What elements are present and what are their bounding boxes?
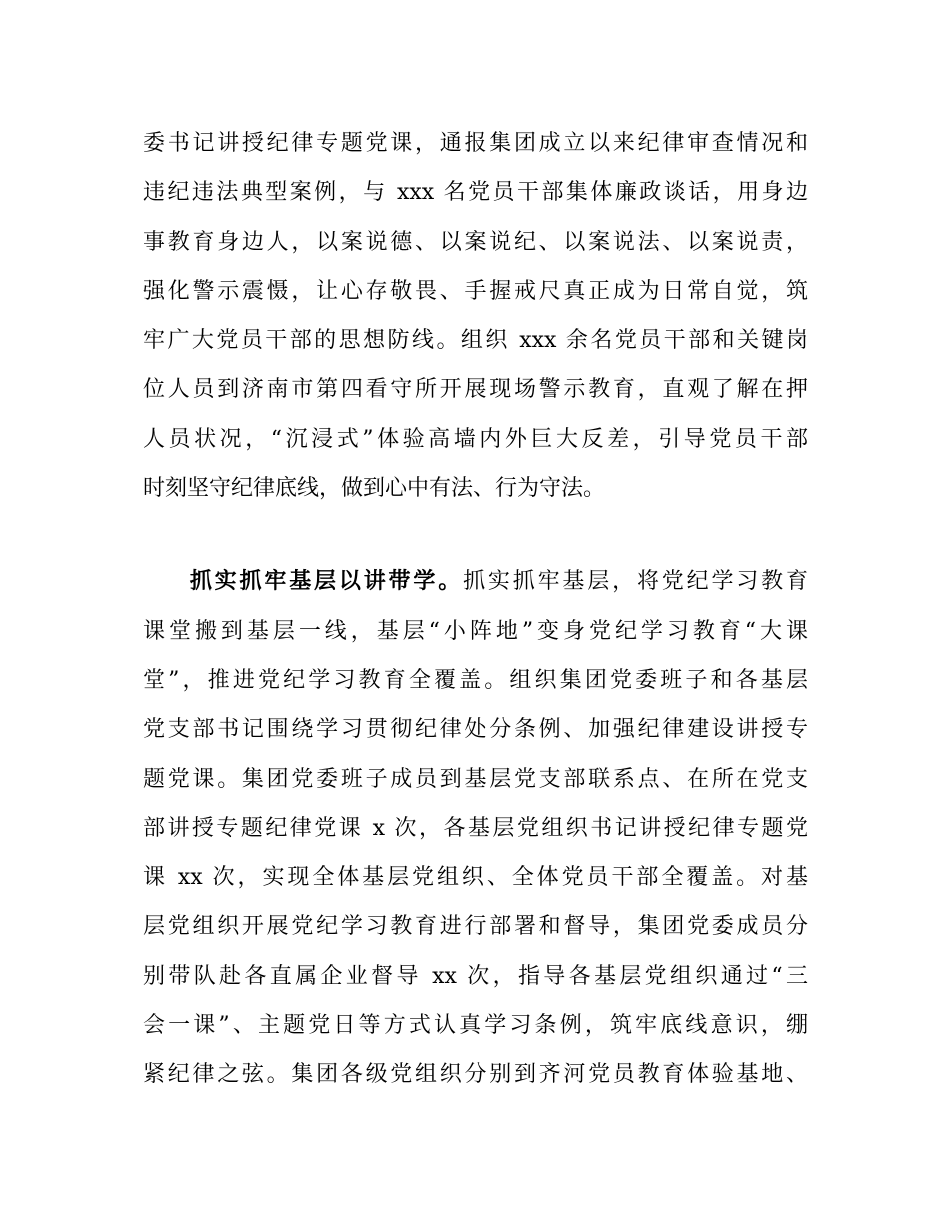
text-line: 紧纪律之弦。集团各级党组织分别到齐河党员教育体验基地、 [143, 1062, 808, 1088]
text-line: 层党组织开展党纪学习教育进行部署和督导，集团党委成员分 [143, 914, 808, 940]
paragraph-2 [143, 557, 808, 1099]
text-line: 别带队赴各直属企业督导 xx 次，指导各基层党组织通过“三 [143, 963, 808, 989]
text-line: 课堂搬到基层一线，基层“小阵地”变身党纪学习教育“大课 [143, 618, 808, 644]
document-body [143, 119, 808, 1100]
text-line: 会一课”、主题党日等方式认真学习条例，筑牢底线意识，绷 [143, 1013, 808, 1039]
text-line: 牢广大党员干部的思想防线。组织 xxx 余名党员干部和关键岗 [143, 328, 808, 354]
text-line: 堂”，推进党纪学习教育全覆盖。组织集团党委班子和各基层 [143, 667, 808, 693]
text-line: 课 xx 次，实现全体基层党组织、全体党员干部全覆盖。对基 [143, 865, 808, 891]
text-line: 人员状况，“沉浸式”体验高墙内外巨大反差，引导党员干部 [143, 426, 808, 452]
text-line: 部讲授专题纪律党课 x 次，各基层党组织书记讲授纪律专题党 [143, 815, 808, 841]
text-line: 违纪违法典型案例，与 xxx 名党员干部集体廉政谈话，用身边 [143, 180, 808, 206]
section-heading: 抓实抓牢基层以讲带学。 [187, 569, 464, 595]
text-line: 题党课。集团党委班子成员到基层党支部联系点、在所在党支 [143, 766, 808, 792]
text-line: 事教育身边人，以案说德、以案说纪、以案说法、以案说责， [143, 229, 808, 255]
paragraph-1 [143, 119, 808, 513]
text-line: 强化警示震慑，让心存敬畏、手握戒尺真正成为日常自觉，筑 [143, 278, 808, 304]
text-line: 委书记讲授纪律专题党课，通报集团成立以来纪律审查情况和 [143, 131, 808, 156]
paragraph-first-line [143, 557, 808, 606]
text-line: 党支部书记围绕学习贯彻纪律处分条例、加强纪律建设讲授专 [143, 717, 808, 743]
text-span: 抓实抓牢基层，将党纪学习教育 [463, 569, 808, 595]
paragraph-spacer [143, 513, 808, 557]
text-line: 时刻坚守纪律底线，做到心中有法、行为守法。 [143, 476, 606, 502]
text-line: 位人员到济南市第四看守所开展现场警示教育，直观了解在押 [143, 377, 808, 403]
